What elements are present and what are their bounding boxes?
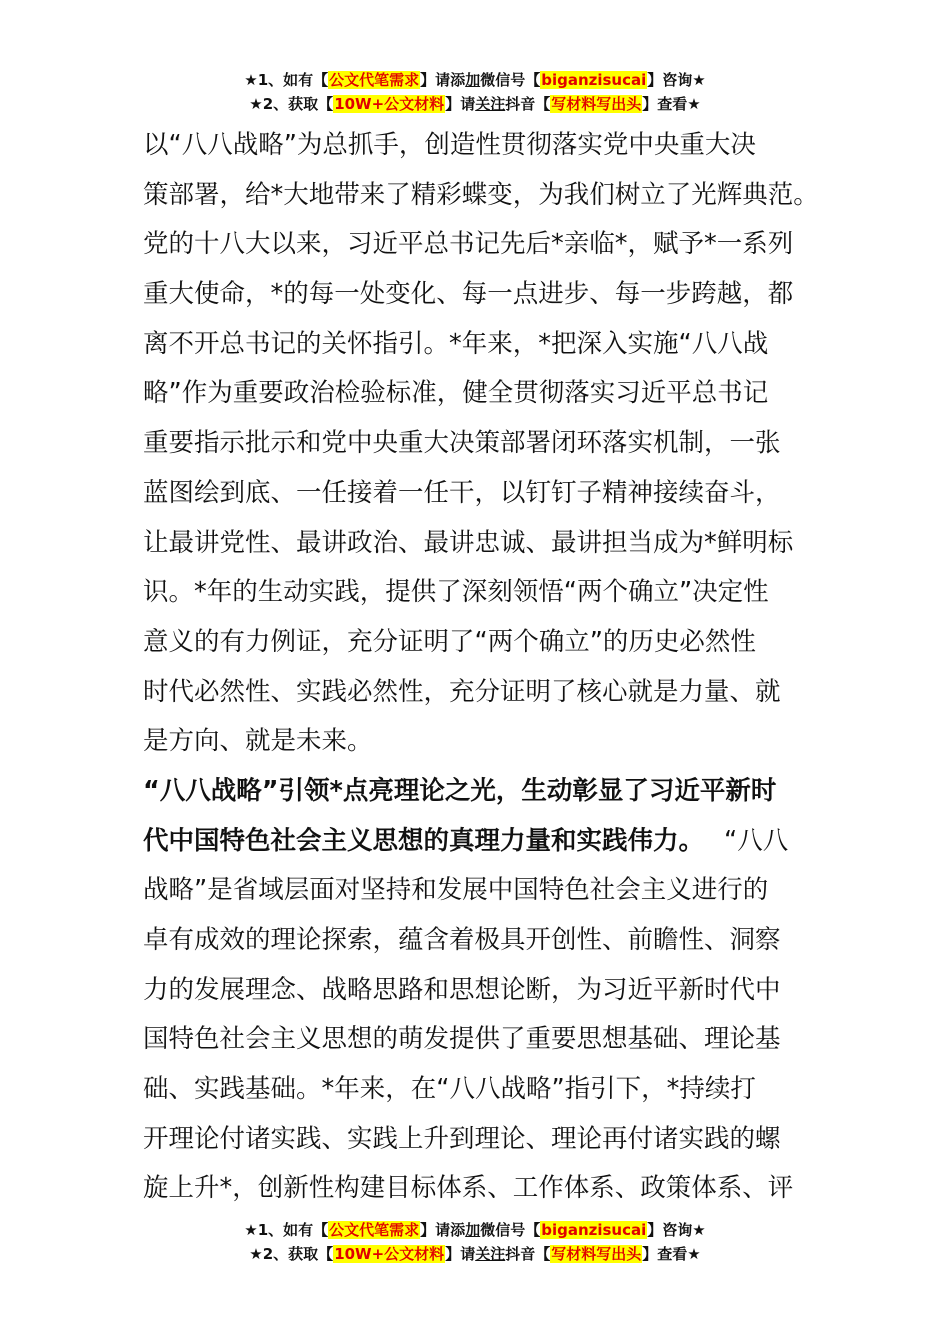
- banner-highlight: 公文代笔需求: [329, 1221, 420, 1239]
- banner-underline: 关注: [475, 95, 506, 113]
- banner-highlight: 写材料写出头: [551, 1245, 642, 1263]
- banner-line-2: [0, 93, 950, 117]
- banner-text: 】请添: [420, 71, 466, 89]
- banner-line-2: [0, 1243, 950, 1267]
- body-line: 旋上升*，创新性构建目标体系、工作体系、政策体系、评: [143, 1173, 794, 1204]
- bold-heading-line-2: [143, 817, 813, 867]
- banner-highlight: 写材料写出头: [551, 95, 642, 113]
- banner-highlight: 公文代笔需求: [329, 71, 420, 89]
- body-line: 重大使命，*的每一处变化、每一点进步、每一步跨越，都: [143, 279, 794, 310]
- body-line: 蓝图绘到底、一任接着一任干，以钉钉子精神接续奋斗，: [143, 477, 781, 508]
- body-line: 识。*年的生动实践，提供了深刻领悟“两个确立”决定性: [143, 577, 769, 608]
- banner-highlight: 10W+公文材料: [334, 95, 445, 113]
- banner-text: 微信号【: [480, 1221, 541, 1239]
- body-line: 时代必然性、实践必然性，充分证明了核心就是力量、就: [143, 676, 781, 707]
- body-line: 国特色社会主义思想的萌发提供了重要思想基础、理论基: [143, 1024, 781, 1055]
- banner-text: ★2、获取【: [249, 1245, 334, 1263]
- bold-heading-line: “八八战略”引领*点亮理论之光，生动彰显了习近平新时: [143, 775, 777, 806]
- body-line: 是方向、就是未来。: [143, 726, 373, 757]
- banner-text: 抖音【: [505, 1245, 551, 1263]
- body-line: 重要指示批示和党中央重大决策部署闭环落实机制，一张: [143, 428, 781, 459]
- banner-underline: 加: [465, 71, 481, 89]
- body-line: 党的十八大以来，习近平总书记先后*亲临*，赋予*一系列: [143, 229, 794, 260]
- banner-line-1: [0, 69, 950, 93]
- body-line: 础、实践基础。*年来，在“八八战略”指引下，*持续打: [143, 1074, 756, 1105]
- body-line: 让最讲党性、最讲政治、最讲忠诚、最讲担当成为*鲜明标: [143, 527, 794, 558]
- banner-text: ★1、如有【: [244, 1221, 329, 1239]
- banner-underline: 关注: [475, 1245, 506, 1263]
- banner-text: 】查看★: [642, 95, 701, 113]
- banner-text: 】请添: [420, 1221, 466, 1239]
- banner-highlight: biganzisucai: [541, 1221, 647, 1239]
- banner-text: 】请: [445, 95, 476, 113]
- banner-text: ★1、如有【: [244, 71, 329, 89]
- body-line: 离不开总书记的关怀指引。*年来，*把深入实施“八八战: [143, 328, 769, 359]
- banner-line-1: [0, 1219, 950, 1243]
- banner-text: ★2、获取【: [249, 95, 334, 113]
- body-line: 战略”是省域层面对坚持和发展中国特色社会主义进行的: [143, 875, 769, 906]
- bottom-banner: [0, 1219, 950, 1267]
- banner-underline: 加: [465, 1221, 481, 1239]
- bold-heading-text: 代中国特色社会主义思想的真理力量和实践伟力。: [143, 825, 705, 856]
- document-body: [143, 121, 819, 1214]
- banner-text: 抖音【: [505, 95, 551, 113]
- banner-text: 微信号【: [480, 71, 541, 89]
- top-banner: [0, 69, 950, 117]
- banner-text: 】请: [445, 1245, 476, 1263]
- banner-highlight: 10W+公文材料: [334, 1245, 445, 1263]
- body-line: 意义的有力例证，充分证明了“两个确立”的历史必然性: [143, 626, 756, 657]
- banner-highlight: biganzisucai: [541, 71, 647, 89]
- body-line: 略”作为重要政治检验标准，健全贯彻落实习近平总书记: [143, 378, 769, 409]
- body-line: 卓有成效的理论探索，蕴含着极具开创性、前瞻性、洞察: [143, 925, 781, 955]
- banner-text: 】查看★: [642, 1245, 701, 1263]
- banner-text: 】咨询★: [647, 1221, 706, 1239]
- body-line: 开理论付诸实践、实践上升到理论、理论再付诸实践的螺: [143, 1123, 781, 1154]
- body-line: 以“八八战略”为总抓手，创造性贯彻落实党中央重大决: [143, 130, 756, 160]
- body-text-after-heading: “八八: [724, 825, 789, 856]
- banner-text: 】咨询★: [647, 71, 706, 89]
- body-line: 策部署，给*大地带来了精彩蝶变，为我们树立了光辉典范。: [143, 179, 819, 210]
- body-line: 力的发展理念、战略思路和思想论断，为习近平新时代中: [143, 974, 781, 1005]
